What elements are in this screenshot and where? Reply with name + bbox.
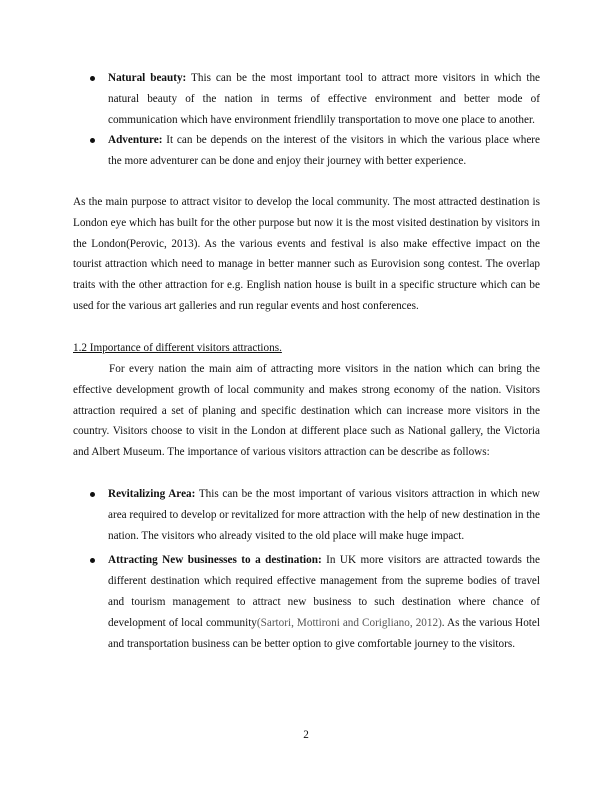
bullet-item-attracting-new-businesses bbox=[73, 550, 540, 654]
bullet-item-natural-beauty bbox=[73, 68, 540, 130]
bullet-text: This can be the most important tool to attract more visitors in which the natural beauty of the nation in terms of effective environment and better mode of communication which have environment friendlily transportation to move one place to another. bbox=[108, 72, 541, 126]
body-paragraph: As the main purpose to attract visitor to develop the local community. The most attracted destination is London eye which has built for the other purpose but now it is the most visited destination by visitors in the London(Perovic, 2013). As the various events and festival is also make effective impact on the tourist attraction which need to manage in better manner such as Eurovision song contest. The overlap traits with the other attraction for e.g. English nation house is built in a specific structure which can be used for the various art galleries and run regular events and host conferences. bbox=[73, 196, 540, 312]
bullet-dot-icon bbox=[90, 558, 95, 563]
bullet-text: In UK more visitors are attracted towards the different destination which required effective management from the supreme bodies of travel and tourism management to attract new business to such destination where chance of development of local community bbox=[108, 554, 540, 629]
bullet-item-adventure bbox=[73, 130, 540, 172]
bullet-text: It can be depends on the interest of the visitors in which the various place where the more adventurer can be done and enjoy their journey with better experience. bbox=[108, 134, 540, 168]
bullet-dot-icon bbox=[90, 492, 95, 497]
bullet-title: Attracting New businesses to a destination: bbox=[108, 554, 322, 567]
bullet-dot-icon bbox=[90, 138, 95, 143]
bullet-text: This can be the most important of various visitors attraction in which new area required to develop or revitalized for more attraction with the help of new destination in the nation. The visitors who already visited to the old place will make huge impact. bbox=[108, 488, 540, 542]
bullet-dot-icon bbox=[90, 76, 95, 81]
body-paragraph-block-1 bbox=[73, 192, 540, 317]
bullet-title: Revitalizing Area: bbox=[108, 488, 196, 500]
citation: (Sartori, Mottironi and Corigliano, 2012) bbox=[256, 616, 442, 629]
section-heading-block bbox=[73, 338, 540, 359]
bullet-text-continued: . As the various Hotel and transportation business can be better option to give comfortable journey to the visitors. bbox=[108, 616, 540, 650]
bullet-item-revitalizing-area bbox=[73, 484, 540, 546]
bottom-bullet-list-block bbox=[73, 484, 540, 654]
top-bullet-list bbox=[73, 68, 540, 172]
page-number: 2 bbox=[303, 729, 309, 741]
body-paragraph: For every nation the main aim of attracting more visitors in the nation which can bring the effective development growth of local community and makes strong economy of the nation. Visitors attraction required a set of planing and specific destination which can increase more visitors in the country. Visitors choose to visit in the London at different place such as National gallery, the Victoria and Albert Museum. The importance of various visitors attraction can be describe as follows: bbox=[73, 363, 540, 459]
bullet-title: Adventure: bbox=[108, 134, 163, 147]
bottom-bullet-list bbox=[73, 484, 540, 654]
body-paragraph-block-2 bbox=[73, 359, 540, 463]
top-bullet-list-block bbox=[73, 68, 540, 172]
bullet-title: Natural beauty: bbox=[108, 72, 187, 84]
section-heading: 1.2 Importance of different visitors attractions. bbox=[73, 342, 282, 354]
